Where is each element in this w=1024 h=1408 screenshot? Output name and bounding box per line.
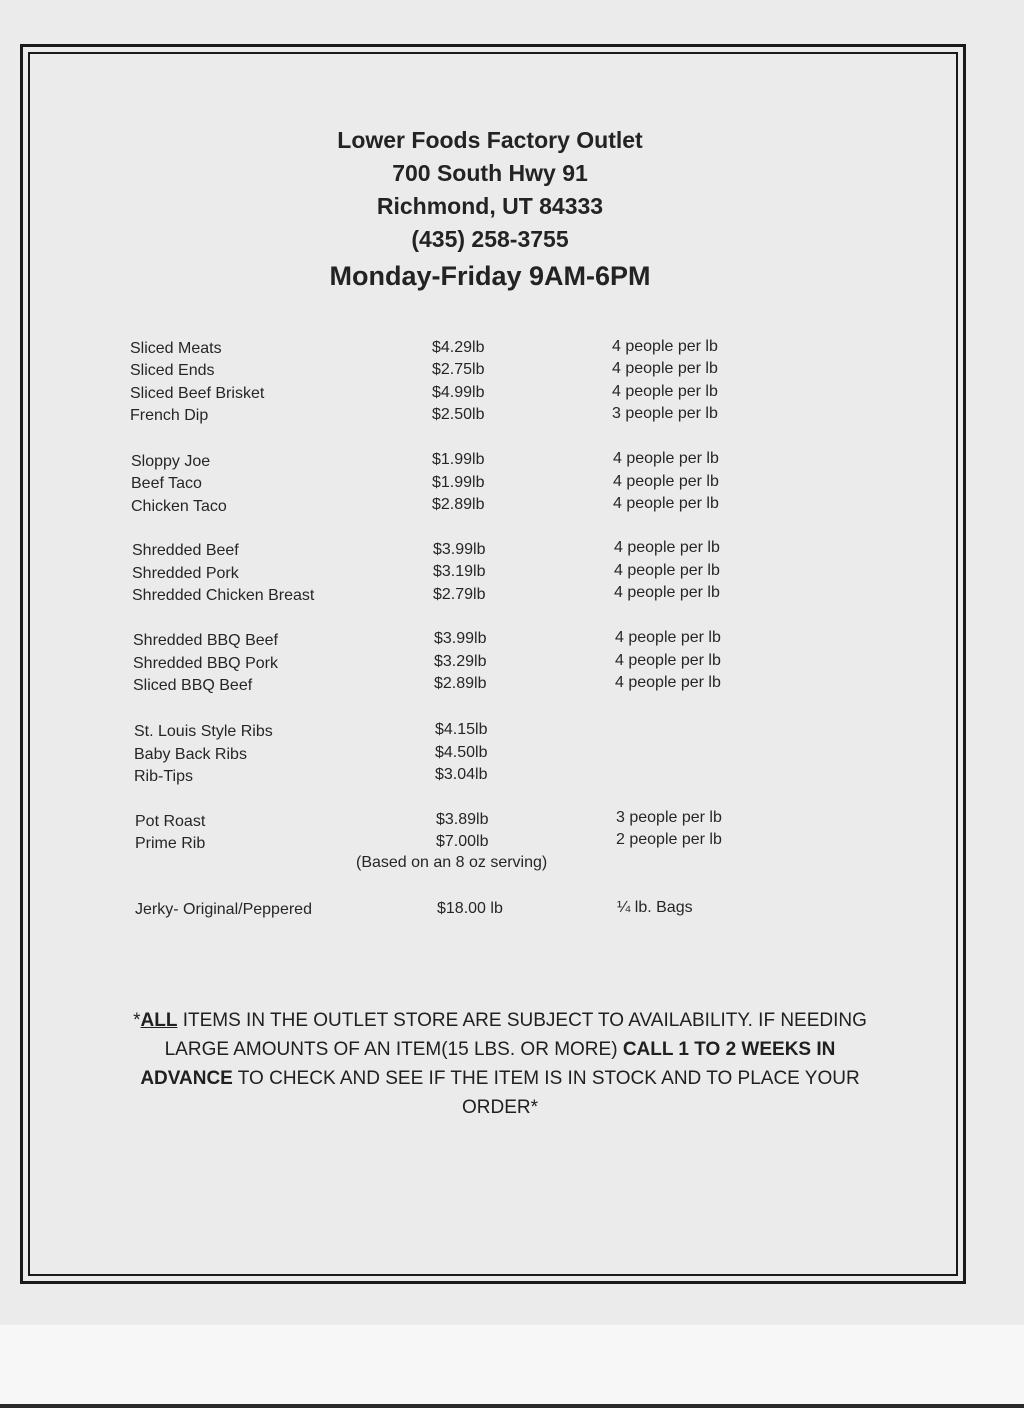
disclaimer-star: * — [133, 1010, 141, 1031]
serving-note: (Based on an 8 oz serving) — [356, 854, 548, 871]
item-serving: 4 people per lb — [615, 652, 721, 669]
item-name: St. Louis Style Ribs — [134, 723, 273, 740]
item-serving: 3 people per lb — [612, 405, 718, 422]
item-serving: 4 people per lb — [614, 584, 720, 601]
item-price: $1.99lb — [432, 451, 485, 468]
item-serving: 4 people per lb — [614, 539, 720, 556]
disclaimer-bold: CALL 1 TO 2 WEEKS IN ADVANCE — [140, 1039, 836, 1089]
item-price: $1.99lb — [432, 474, 485, 491]
item-price: $4.29lb — [432, 339, 485, 356]
item-name: Shredded BBQ Pork — [133, 655, 278, 672]
item-name: Sloppy Joe — [131, 453, 211, 470]
item-price: $3.19lb — [433, 563, 486, 580]
item-price: $2.89lb — [432, 496, 485, 513]
item-price: $3.99lb — [434, 630, 487, 647]
item-serving: 4 people per lb — [613, 473, 719, 490]
item-name: Sliced BBQ Beef — [133, 677, 253, 694]
item-name: Pot Roast — [135, 813, 206, 830]
item-price: $4.50lb — [435, 744, 488, 761]
item-name: Sliced Ends — [130, 362, 215, 379]
disclaimer-all: ALL — [140, 1010, 178, 1031]
item-name: Baby Back Ribs — [134, 746, 247, 763]
item-price: $4.99lb — [432, 384, 485, 401]
item-name: Beef Taco — [131, 475, 202, 492]
item-serving: 4 people per lb — [612, 360, 718, 377]
store-name: Lower Foods Factory Outlet — [337, 127, 643, 153]
store-hours: Monday-Friday 9AM-6PM — [329, 261, 651, 291]
item-serving: ¼ lb. Bags — [617, 899, 693, 916]
item-name: Shredded BBQ Beef — [133, 632, 278, 649]
item-name: Sliced Beef Brisket — [130, 385, 265, 402]
disclaimer-text-2: TO CHECK AND SEE IF THE ITEM IS IN STOCK AND TO PLACE YOUR ORDER* — [232, 1068, 860, 1118]
item-serving: 4 people per lb — [614, 562, 720, 579]
item-serving: 4 people per lb — [613, 450, 719, 467]
item-price: $3.99lb — [433, 541, 486, 558]
item-price: $18.00 lb — [437, 900, 503, 917]
item-name: Shredded Pork — [132, 565, 239, 582]
availability-disclaimer — [130, 1006, 870, 1122]
item-serving: 4 people per lb — [612, 338, 718, 355]
item-price: $3.89lb — [436, 811, 489, 828]
item-price: $2.79lb — [433, 586, 486, 603]
disclaimer-text-1: ITEMS IN THE OUTLET STORE ARE SUBJECT TO AVAILABILITY. IF NEEDING LARGE AMOUNTS OF AN ITEM(15 LBS. OR MORE) — [164, 1010, 867, 1060]
item-price: $2.50lb — [432, 406, 485, 423]
store-phone: (435) 258-3755 — [411, 226, 569, 252]
item-price: $3.29lb — [434, 653, 487, 670]
item-serving: 4 people per lb — [615, 629, 721, 646]
item-name: French Dip — [130, 407, 209, 424]
item-serving: 4 people per lb — [613, 495, 719, 512]
item-name: Chicken Taco — [131, 498, 227, 515]
store-address: 700 South Hwy 91 — [392, 160, 588, 186]
item-name: Shredded Chicken Breast — [132, 587, 315, 604]
item-serving: 4 people per lb — [612, 383, 718, 400]
item-price: $7.00lb — [436, 833, 489, 850]
item-name: Rib-Tips — [134, 768, 193, 785]
store-city: Richmond, UT 84333 — [376, 193, 604, 219]
item-serving: 4 people per lb — [615, 674, 721, 691]
item-price: $2.75lb — [432, 361, 485, 378]
item-name: Jerky- Original/Peppered — [135, 901, 312, 918]
item-name: Sliced Meats — [130, 340, 222, 357]
item-price: $3.04lb — [435, 766, 488, 783]
item-price: $4.15lb — [435, 721, 488, 738]
item-serving: 3 people per lb — [616, 809, 722, 826]
item-name: Shredded Beef — [132, 542, 239, 559]
item-serving: 2 people per lb — [616, 831, 722, 848]
item-price: $2.89lb — [434, 675, 487, 692]
item-name: Prime Rib — [135, 835, 206, 852]
